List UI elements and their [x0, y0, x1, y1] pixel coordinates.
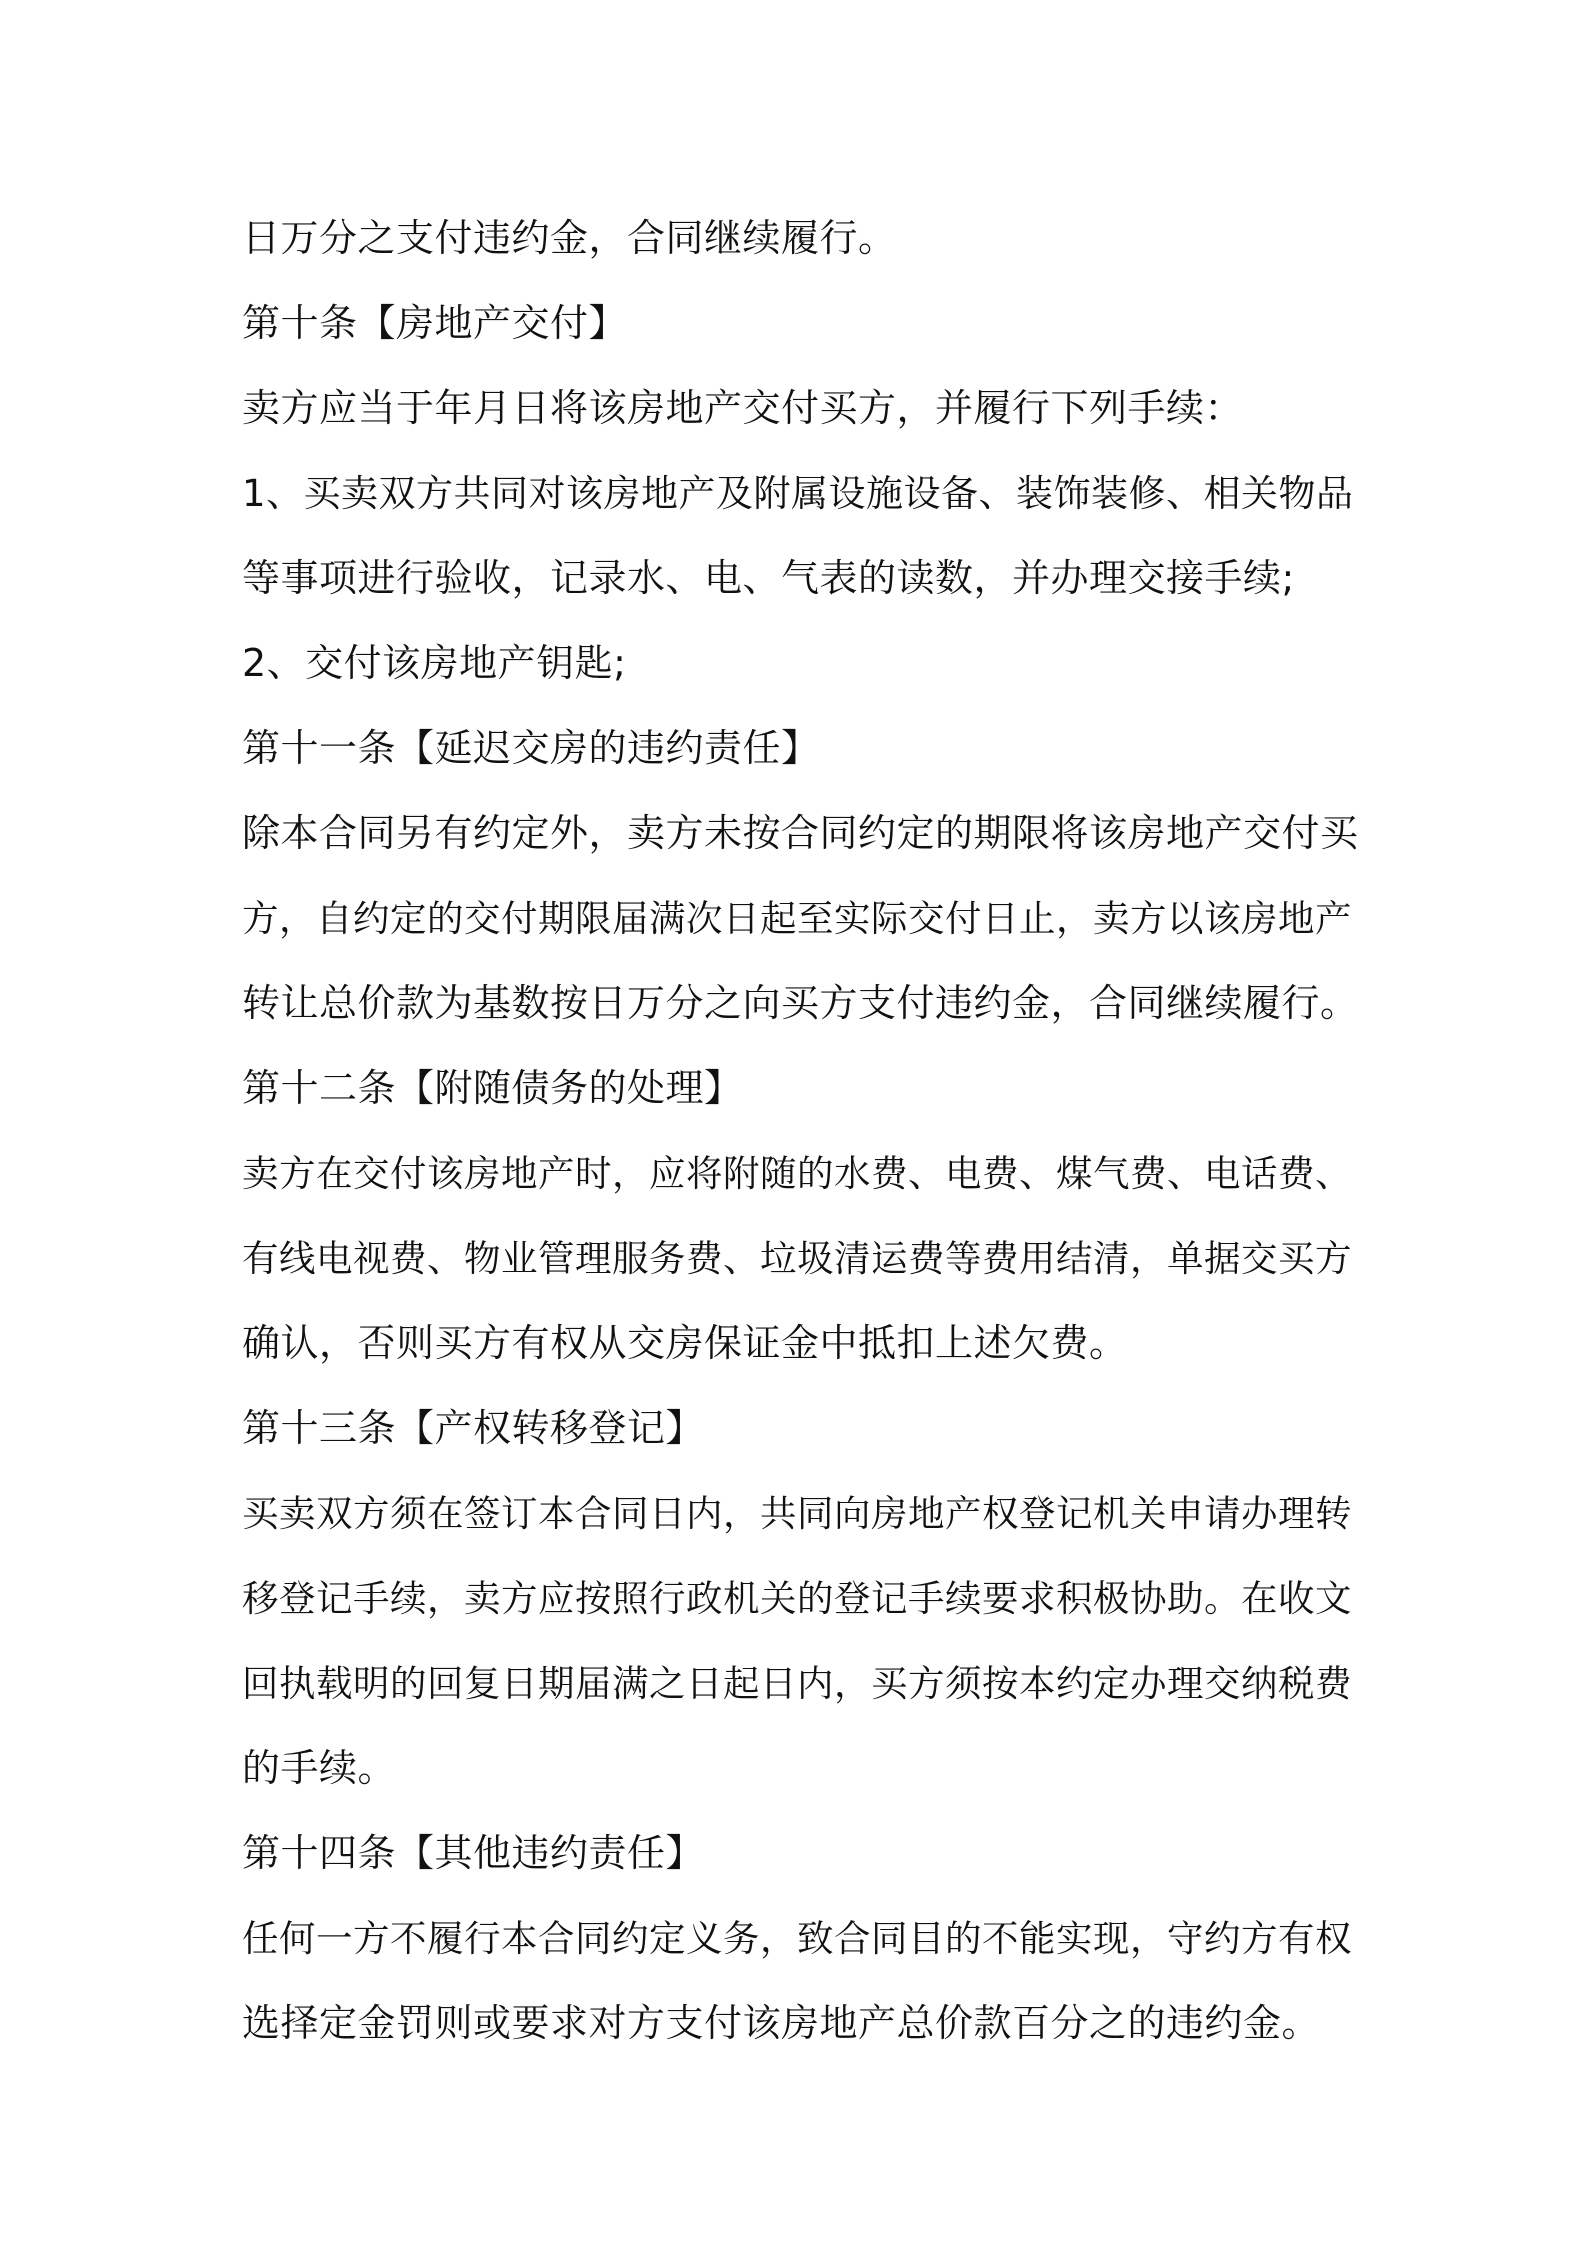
text-line: 移登记手续，卖方应按照行政机关的登记手续要求积极协助。在收文 [242, 1577, 1352, 1620]
text-line: 1、买卖双方共同对该房地产及附属设施设备、装饰装修、相关物品 [242, 472, 1354, 515]
text-line: 买卖双方须在签订本合同日内，共同向房地产权登记机关申请办理转 [242, 1492, 1352, 1535]
section-heading: 第十四条【其他违约责任】 [242, 1831, 705, 1875]
text-line: 卖方应当于年月日将该房地产交付买方，并履行下列手续： [242, 386, 1244, 430]
document-body [242, 196, 1362, 2066]
section-heading: 第十三条【产权转移登记】 [242, 1406, 705, 1450]
text-line: 等事项进行验收，记录水、电、气表的读数，并办理交接手续; [242, 556, 1295, 600]
text-line: 方，自约定的交付期限届满次日起至实际交付日止，卖方以该房地产 [242, 897, 1352, 940]
text-line: 确认，否则买方有权从交房保证金中抵扣上述欠费。 [242, 1321, 1128, 1365]
text-line: 选择定金罚则或要求对方支付该房地产总价款百分之的违约金。 [242, 2001, 1321, 2045]
text-line: 2、交付该房地产钥匙; [242, 641, 627, 685]
section-heading: 第十条【房地产交付】 [242, 301, 628, 345]
section-heading: 第十二条【附随债务的处理】 [242, 1066, 743, 1110]
text-line: 的手续。 [242, 1746, 397, 1790]
text-line: 除本合同另有约定外，卖方未按合同约定的期限将该房地产交付买 [242, 811, 1359, 855]
text-line: 日万分之支付违约金，合同继续履行。 [242, 216, 897, 260]
text-line: 转让总价款为基数按日万分之向买方支付违约金，合同继续履行。 [242, 981, 1359, 1025]
text-line: 任何一方不履行本合同约定义务，致合同目的不能实现，守约方有权 [242, 1917, 1352, 1960]
text-line: 有线电视费、物业管理服务费、垃圾清运费等费用结清，单据交买方 [242, 1237, 1352, 1280]
section-heading: 第十一条【延迟交房的违约责任】 [242, 726, 820, 770]
text-line: 卖方在交付该房地产时，应将附随的水费、电费、煤气费、电话费、 [242, 1152, 1352, 1195]
text-line: 回执载明的回复日期届满之日起日内，买方须按本约定办理交纳税费 [242, 1662, 1352, 1705]
